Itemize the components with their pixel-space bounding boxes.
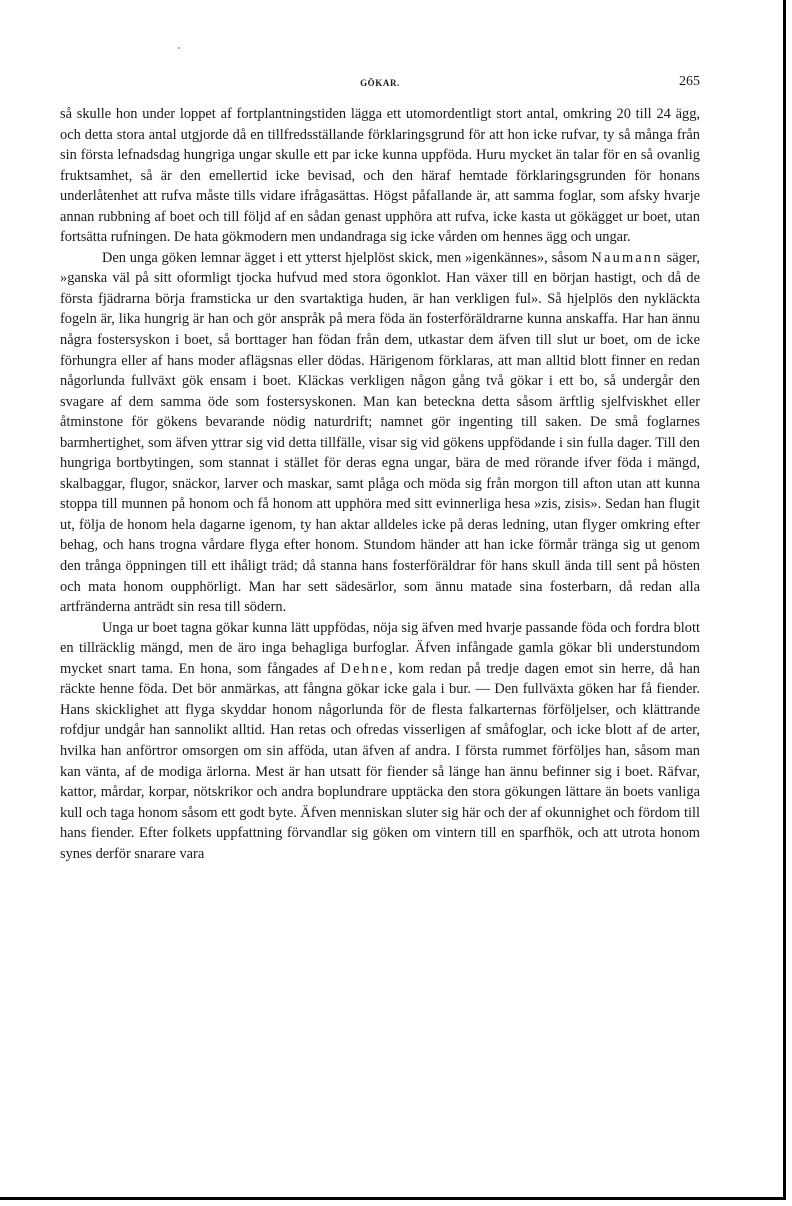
running-title: GÖKAR. bbox=[360, 78, 400, 88]
paragraph-2 bbox=[60, 248, 700, 618]
author-name-dehne: Dehne bbox=[340, 660, 390, 677]
scan-speck bbox=[178, 47, 180, 49]
page-number: 265 bbox=[679, 74, 700, 89]
author-name-naumann: Naumann bbox=[591, 249, 663, 266]
paragraph-2-start: Den unga göken lemnar ägget i ett ytterst hjelplöst skick, men »igenkännes», såsom bbox=[102, 249, 592, 266]
text-body bbox=[60, 104, 700, 864]
paragraph-1: så skulle hon under loppet af fortplantningstiden lägga ett utomordentligt stort antal, omkring 20 till 24 ägg, och detta stora antal utgjorde då en tillfredsställande förklaringsgrund för att hon icke rufvar, ty så många från sin första lefnadsdag hungriga ungar skulle ett par icke kunna uppföda. Huru mycket än talar för en så ovanlig fruktsamhet, så är den emellertid icke bevisad, och den häraf hemtade förklaringsgrunden för honans underlåtenhet att rufva måste tills vidare ifrågasättas. Högst påfallande är, att samma foglar, som afsky hvarje annan rubbning af boet och till följd af en sådan genast upphöra att rufva, icke kasta ut gökägget ur boet, utan fortsätta rufningen. De hata gökmodern men undandraga sig icke vården om hennes ägg och ungar. bbox=[60, 106, 700, 246]
running-head bbox=[60, 76, 700, 92]
paragraph-3-rest: , kom redan på tredje dagen emot sin herre, då han räckte henne föda. Det bör anmärkas, att fångna gökar icke gala i bur. — Den fullväxta göken har få fiender. Hans skicklighet att flyga skyddar honom någorlunda för de flesta falkarternas förföljelser, och klättrande rofdjur undgår han sannolikt alltid. Han retas och ofredas visserligen af småfoglar, och icke blott af de arter, hvilka han anförtror omsorgen om sin afföda, utan äfven af andra. I första rummet förföljes han, såsom man kan vänta, af de modiga ärlorna. Mest är han utsatt för fiender så länge han ännu befinner sig i boet. Räfvar, kattor, mårdar, korpar, nötskrikor och andra boplundrare upptäcka den stora gökungen lättare än boets vanliga kull och taga honom såsom ett godt byte. Äfven menniskan sluter sig här och der af okunnighet och fördom till hans fiender. Efter folkets uppfattning förvandlar sig göken om vintern till en sparfhök, och att utrota honom synes derför snarare vara bbox=[60, 660, 700, 862]
paragraph-2-rest: säger, »ganska väl på sitt oformligt tjocka hufvud med stora ögonklot. Han växer till en början hastigt, och då de första fjädrarna börja framsticka ur den svartaktiga huden, är han verkligen ful». Så hjelplös den nykläckta fogeln är, lika hungrig är han och gör anspråk på mera föda än fosterföräldrarne kunna anskaffa. Har han ännu några fostersyskon i boet, så borttager han födan från dem, utkastar dem äfven till slut ur boet, om de icke förhungra eller af hans moder aflägsnas eller dödas. Härigenom förklaras, att man alltid blott finner en redan någorlunda fullväxt gök ensam i boet. Kläckas verkligen någon gång två gökar i ett bo, så undergår den svagare af dem samma öde som fostersyskonen. Man kan beteckna detta såsom ärftlig sjelfviskhet eller åtminstone för gökens bevarande nödig naturdrift; namnet gör ingenting till saken. De små foglarnes barmhertighet, som äfven yttrar sig vid detta tillfälle, visar sig vid gökens uppfödande i sin fulla dager. Till den hungriga bortbytingen, som stannat i stället för deras egna ungar, bära de med rörande ifver föda i mängd, skalbaggar, flugor, snäckor, larver och maskar, samt plåga och möda sig från morgon till afton utan att kunna stoppa till munnen på honom och få honom att upphöra med sitt evinnerliga hesa »zis, zisis». Sedan han flugit ut, följa de honom hela dagarne igenom, ty han aktar alldeles icke på deras ledning, utan flyger omkring efter behag, och hans trogna vårdare flyga efter honom. Stundom händer att han icke förmår tränga sig ut genom den trånga öppningen till ett ihåligt träd; då stanna hans fosterföräldrar för hans skull ända till sent på hösten och mata honom oupphörligt. Man har sett sädesärlor, som ännu matade sina fosterbarn, då redan alla artfränderna anträdt sin resa till södern. bbox=[60, 249, 700, 616]
paragraph-3 bbox=[60, 618, 700, 865]
paragraph-3-start: Unga ur boet tagna gökar kunna lätt uppfödas, nöja sig äfven med hvarje passande föda och fordra blott en tillräcklig mängd, men de äro inga behagliga burfoglar. Äfven infångade gamla gökar bli understundom mycket snart tama. En hona, som fångades af bbox=[60, 619, 700, 677]
